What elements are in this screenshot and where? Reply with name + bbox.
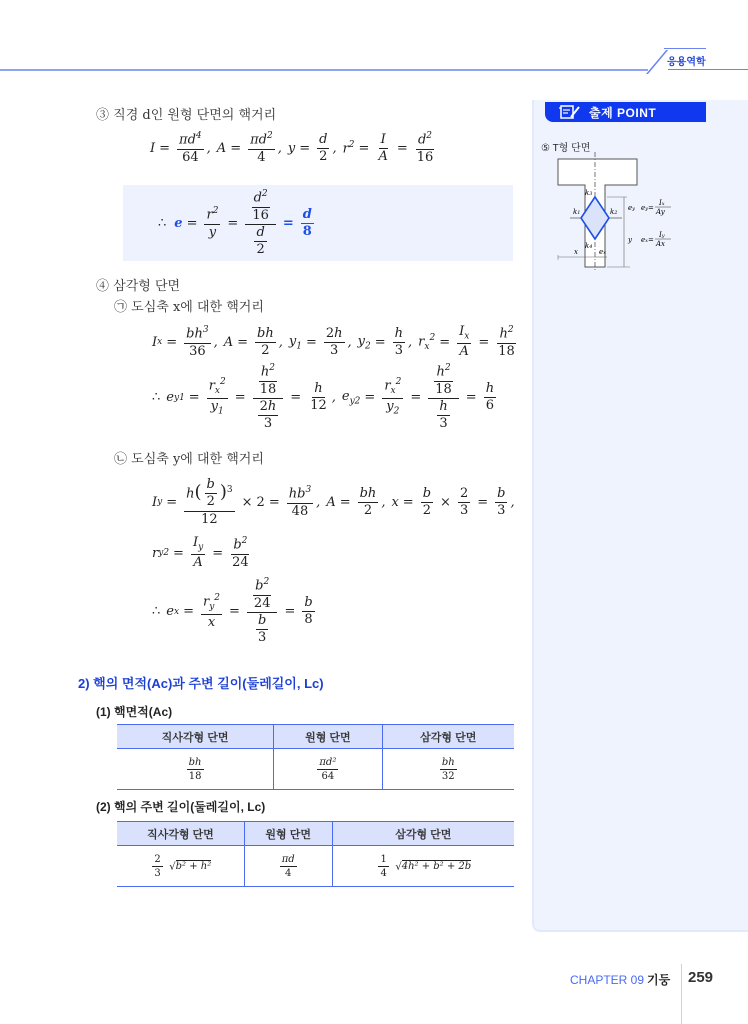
svg-text:k1: k1 — [573, 208, 581, 216]
svg-text:Ax: Ax — [656, 240, 666, 248]
table-row — [117, 749, 514, 790]
header-tab-top — [664, 48, 706, 49]
page-number: 259 — [688, 969, 714, 986]
header-rule — [0, 69, 648, 71]
item4b-equation2: r y 2 = $\frac{I_y}{A}$ = $\frac{b^2}{24}$ — [152, 535, 249, 571]
table-cell: $\frac{1}{4}$ √4h² + b² + 2b — [332, 846, 514, 887]
header-slash-decoration — [646, 50, 668, 74]
svg-text:y: y — [628, 236, 632, 244]
item4b-heading: ㉡ 도심축 y에 대한 핵거리 — [114, 452, 264, 467]
header-rule-right — [668, 69, 748, 70]
core-area-table — [117, 724, 514, 790]
section2-heading: 2) 핵의 면적(Ac)과 주변 길이(둘레길이, Lc) — [78, 676, 324, 691]
svg-text:k3: k3 — [585, 189, 593, 197]
exam-point-badge — [545, 102, 706, 122]
item4b-equation3: ∴ e x = $\frac{r_y^2}{x}$ = $\frac{\frac{b^2}{24}}{\frac{b}{3}}$ = $\frac{b}{8}$ — [152, 577, 313, 646]
item4a-equation2: ∴ e y1 = $\frac{r_x^2}{y_1}$ = $\frac{\frac{h^2}{18}}{\frac{2h}{3}}$ = $\frac{h}{12}$ , $e_{y2}$ = $\frac{r_x^2}{y_2}$ = $\frac{\frac{h^2}{18}}{\frac{h}{3}}$ = $\frac{h}{6}$ — [152, 363, 495, 432]
table2-title: (2) 핵의 주변 길이(둘레길이, Lc) — [96, 800, 266, 814]
table-row — [117, 846, 514, 887]
t-section-diagram — [552, 150, 682, 270]
svg-text:ex=: ex= — [641, 236, 654, 244]
item4b-equation1: I y = h( $\frac{b}{2}$ )$^3$ 12 × 2 = $\frac{hb^3}{48}$ , A = $\frac{bh}{2}$ , x = $\frac{b}{2}$ × $\frac{2}{3}$ = $\frac{b}{3}$ , — [152, 477, 515, 527]
item4-heading: ④ 삼각형 단면 — [96, 279, 181, 294]
chapter-name: 기둥 — [647, 973, 671, 987]
svg-text:x: x — [574, 248, 578, 256]
exam-point-label: 출제 POINT — [589, 105, 657, 120]
svg-text:Iy: Iy — [659, 231, 665, 239]
item4a-equation1: I x = $\frac{bh^3}{36}$ , A = $\frac{bh}{2}$ , $y_1$ = $\frac{2h}{3}$ , $y_2$ = $\frac{h}{3}$ , $r_x^2$ = $\frac{I_x}{A}$ = $\frac{h^2}{18}$ — [152, 324, 515, 360]
item3-equation: I = $\frac{\pi d^4}{64}$ , A = $\frac{\pi d^2}{4}$ , y = $\frac{d}{2}$ , $r^2$ = $\frac{I}{A}$ = $\frac{d^2}{16}$ — [150, 131, 434, 165]
table-header: 삼각형 단면 — [382, 725, 514, 749]
table-header: 직사각형 단면 — [117, 725, 274, 749]
svg-text:ey: ey — [628, 204, 635, 212]
table-cell: $\frac{\pi d}{4}$ — [244, 846, 332, 887]
footer-divider — [681, 964, 682, 1024]
table-cell: $\frac{bh}{18}$ — [117, 749, 274, 790]
t-section-title: ⑤ T형 단면 — [541, 143, 591, 154]
svg-text:ex: ex — [599, 248, 606, 256]
table-cell: $\frac{\text{πd²}}{64}$ — [274, 749, 382, 790]
svg-text:ey=: ey= — [641, 204, 654, 212]
table1-title: (1) 핵면적(Ac) — [96, 705, 173, 719]
svg-text:k4: k4 — [585, 242, 593, 250]
chapter-label: CHAPTER 09 기둥 — [570, 973, 671, 987]
svg-text:k2: k2 — [610, 208, 618, 216]
table-header: 삼각형 단면 — [332, 822, 514, 846]
table-header: 직사각형 단면 — [117, 822, 244, 846]
notepad-pen-icon — [559, 104, 581, 120]
item3-heading: ③ 직경 d인 원형 단면의 핵거리 — [96, 108, 277, 123]
svg-text:Ay: Ay — [656, 208, 665, 216]
table-header: 원형 단면 — [244, 822, 332, 846]
table-cell: $\frac{bh}{32}$ — [382, 749, 514, 790]
core-perimeter-table — [117, 821, 514, 887]
item3-result: ∴ e = $\frac{r^2}{y}$ = $\frac{\frac{d^2}{16}}{\frac{d}{2}}$ = $\frac{d}{8}$ — [158, 189, 312, 258]
section-title: 응용역학 — [667, 57, 706, 68]
table-header: 원형 단면 — [274, 725, 382, 749]
svg-text:Ix: Ix — [659, 199, 665, 207]
table-cell: $\frac{2}{3}$ √b² + h² — [117, 846, 244, 887]
item4a-heading: ㉠ 도심축 x에 대한 핵거리 — [114, 300, 264, 315]
